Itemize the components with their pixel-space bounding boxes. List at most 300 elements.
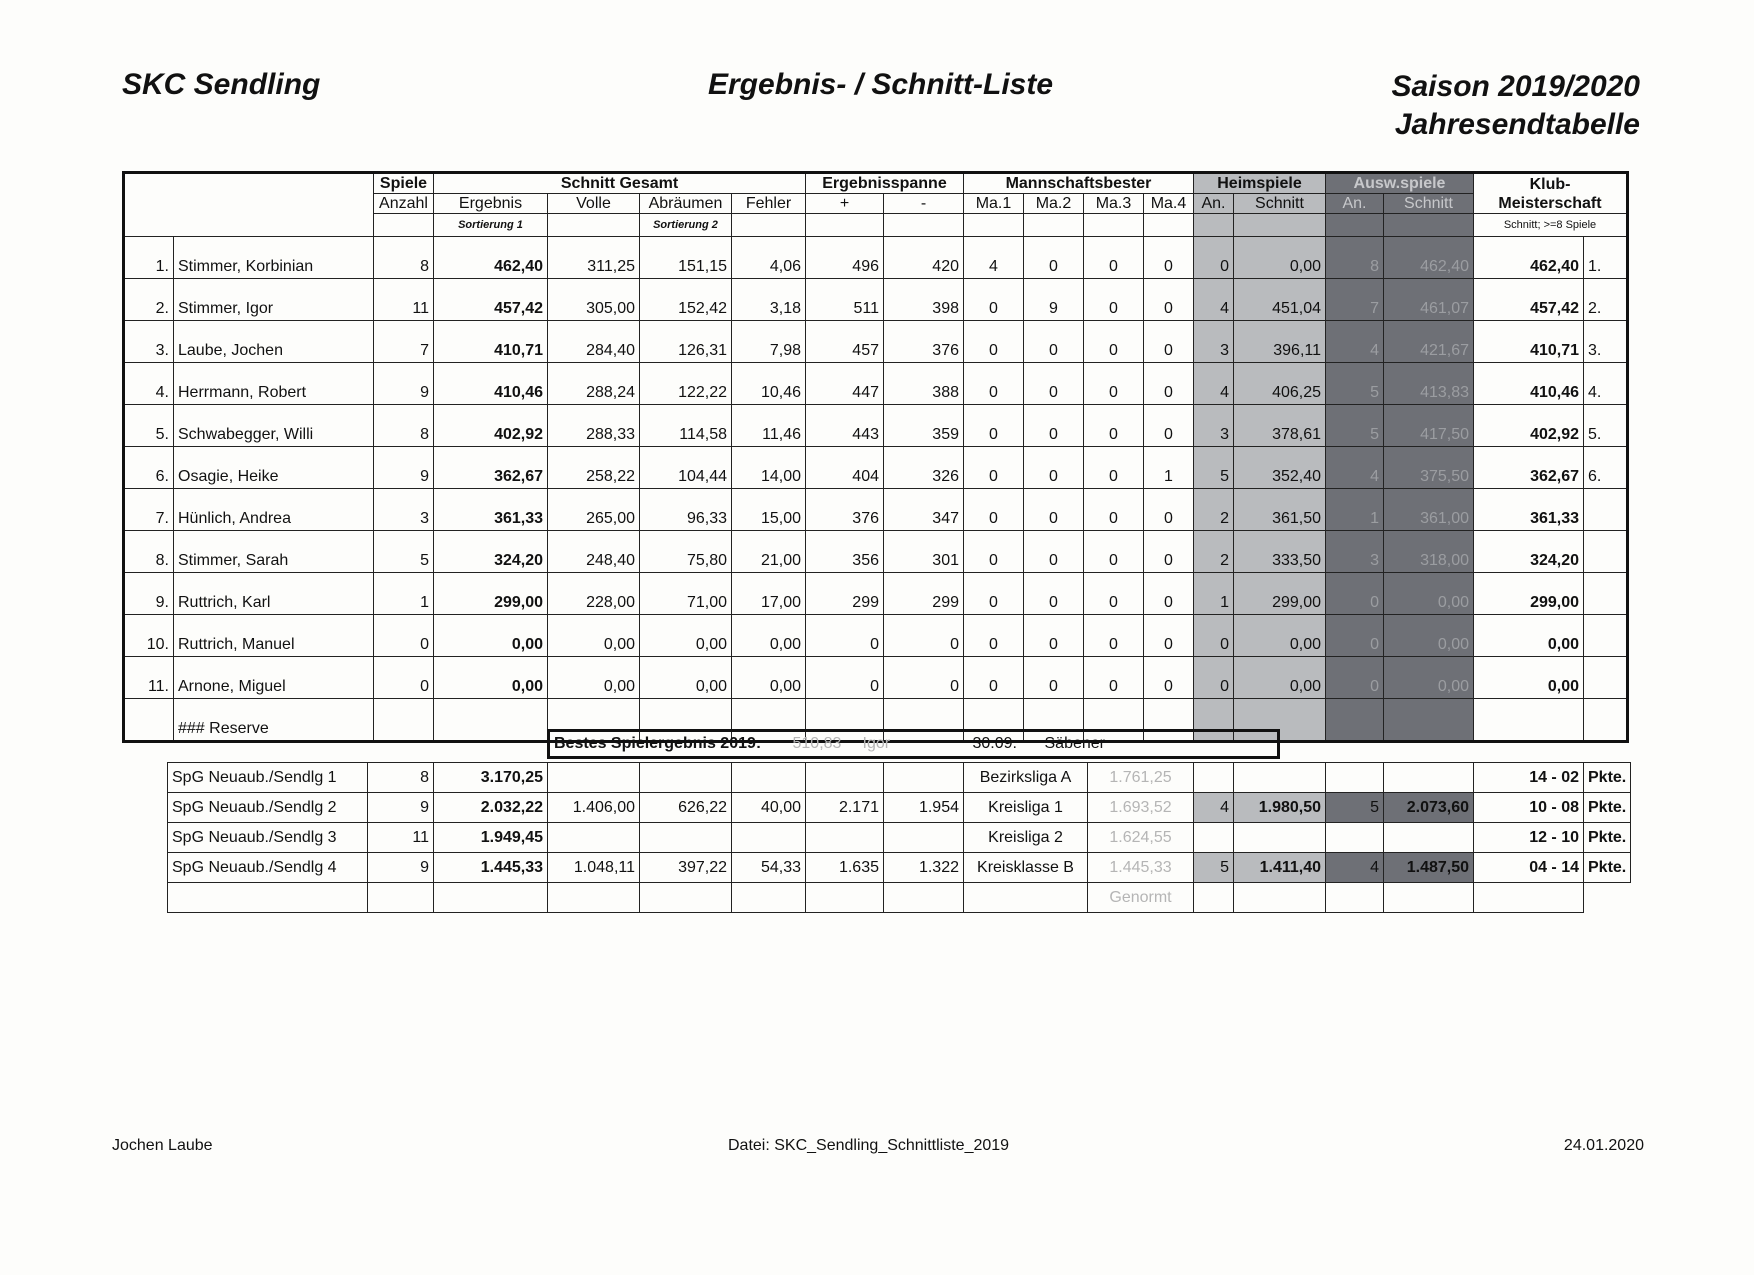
heim-schnitt-cell: 333,50	[1234, 531, 1326, 573]
volle-cell: 248,40	[548, 531, 640, 573]
volle-cell: 0,00	[548, 615, 640, 657]
ausw-schnitt-cell: 0,00	[1384, 573, 1474, 615]
spiele-cell: 8	[374, 405, 434, 447]
heim-an-cell: 2	[1194, 531, 1234, 573]
fehler-cell: 17,00	[732, 573, 806, 615]
team-plus	[806, 823, 884, 853]
team-heim-an: 5	[1194, 853, 1234, 883]
spiele-cell: 3	[374, 489, 434, 531]
ma3-cell: 0	[1084, 657, 1144, 699]
blank-cell	[1144, 214, 1194, 237]
ma1-cell: 0	[964, 447, 1024, 489]
heim-schnitt-cell: 406,25	[1234, 363, 1326, 405]
ma4-cell: 0	[1144, 657, 1194, 699]
klub-cell: 0,00	[1474, 615, 1584, 657]
col-ergebnis: Ergebnis	[434, 194, 548, 214]
team-name: SpG Neuaub./Sendlg 1	[168, 763, 368, 793]
plus-cell: 0	[806, 615, 884, 657]
heim-schnitt-cell: 361,50	[1234, 489, 1326, 531]
klub-rank-cell	[1584, 489, 1628, 531]
ma2-cell: 0	[1024, 489, 1084, 531]
ausw-an-cell: 3	[1326, 531, 1384, 573]
ma4-cell: 0	[1144, 489, 1194, 531]
team-ergebnis: 3.170,25	[434, 763, 548, 793]
rank-cell: 6.	[124, 447, 174, 489]
ergebnis-cell: 362,67	[434, 447, 548, 489]
ausw-schnitt-cell: 462,40	[1384, 237, 1474, 279]
team-abraeumen: 397,22	[640, 853, 732, 883]
heim-an-cell: 0	[1194, 657, 1234, 699]
team-abraeumen	[640, 823, 732, 853]
plus-cell: 443	[806, 405, 884, 447]
ma2-cell: 0	[1024, 447, 1084, 489]
ergebnis-cell: 410,46	[434, 363, 548, 405]
rank-cell: 7.	[124, 489, 174, 531]
footer-file: Datei: SKC_Sendling_Schnittliste_2019	[728, 1137, 1010, 1154]
team-liga: Kreisklasse B	[964, 853, 1088, 883]
ma1-cell: 0	[964, 279, 1024, 321]
team-fehler	[732, 763, 806, 793]
klub-line1: Klub-	[1529, 175, 1571, 193]
heim-schnitt-cell: 0,00	[1234, 657, 1326, 699]
ausw-an-cell: 5	[1326, 405, 1384, 447]
rank-cell: 10.	[124, 615, 174, 657]
player-name: ### Reserve	[174, 699, 374, 742]
fehler-cell: 4,06	[732, 237, 806, 279]
klub-cell: 462,40	[1474, 237, 1584, 279]
player-name: Laube, Jochen	[174, 321, 374, 363]
col-volle: Volle	[548, 194, 640, 214]
ma3-cell: 0	[1084, 531, 1144, 573]
klub-cell: 410,71	[1474, 321, 1584, 363]
footer-author: Jochen Laube	[112, 1137, 213, 1154]
team-norm: 1.761,25	[1088, 763, 1194, 793]
ma3-cell: 0	[1084, 447, 1144, 489]
team-volle	[548, 763, 640, 793]
rank-cell	[124, 699, 174, 742]
team-minus: 1.322	[884, 853, 964, 883]
team-ergebnis: 1.445,33	[434, 853, 548, 883]
team-fehler: 40,00	[732, 793, 806, 823]
player-row	[124, 615, 1628, 657]
blank-cell	[884, 883, 964, 913]
results-table	[122, 171, 1629, 743]
team-spiele: 8	[368, 763, 434, 793]
ma1-cell: 0	[964, 573, 1024, 615]
ausw-schnitt-cell: 361,00	[1384, 489, 1474, 531]
col-ausw-schnitt: Schnitt	[1384, 194, 1474, 214]
team-spiele: 11	[368, 823, 434, 853]
team-liga: Kreisliga 2	[964, 823, 1088, 853]
minus-cell: 376	[884, 321, 964, 363]
footer-date: 24.01.2020	[1563, 1137, 1644, 1154]
player-name: Stimmer, Sarah	[174, 531, 374, 573]
team-volle: 1.406,00	[548, 793, 640, 823]
col-ma2: Ma.2	[1024, 194, 1084, 214]
klub-rank-cell	[1584, 699, 1628, 742]
ausw-an-cell: 4	[1326, 447, 1384, 489]
ausw-an-cell: 0	[1326, 657, 1384, 699]
spiele-cell: 7	[374, 321, 434, 363]
plus-cell: 404	[806, 447, 884, 489]
heim-an-cell: 0	[1194, 237, 1234, 279]
col-ma1: Ma.1	[964, 194, 1024, 214]
ergebnis-cell: 462,40	[434, 237, 548, 279]
season-label: Saison 2019/2020	[1391, 70, 1640, 103]
ausw-an-cell: 5	[1326, 363, 1384, 405]
ma1-cell: 0	[964, 657, 1024, 699]
klub-rank-cell	[1584, 531, 1628, 573]
fehler-cell: 21,00	[732, 531, 806, 573]
klub-cell: 402,92	[1474, 405, 1584, 447]
ma3-cell: 0	[1084, 363, 1144, 405]
player-row	[124, 573, 1628, 615]
spiele-cell: 11	[374, 279, 434, 321]
heim-an-cell: 1	[1194, 573, 1234, 615]
ma3-cell: 0	[1084, 489, 1144, 531]
team-ausw-schnitt: 1.487,50	[1384, 853, 1474, 883]
heim-schnitt-cell: 378,61	[1234, 405, 1326, 447]
ma3-cell: 0	[1084, 405, 1144, 447]
ma4-cell: 0	[1144, 321, 1194, 363]
col-ma4: Ma.4	[1144, 194, 1194, 214]
blank-cell	[1234, 214, 1326, 237]
ergebnis-cell: 457,42	[434, 279, 548, 321]
minus-cell: 359	[884, 405, 964, 447]
team-ausw-an: 4	[1326, 853, 1384, 883]
klub-rank-cell: 1.	[1584, 237, 1628, 279]
team-spiele: 9	[368, 853, 434, 883]
team-name: SpG Neuaub./Sendlg 2	[168, 793, 368, 823]
col-ergebnisspanne: Ergebnisspanne	[806, 173, 964, 194]
team-points-label: Pkte.	[1584, 853, 1631, 883]
best-result-player: Igor	[862, 735, 891, 752]
team-norm: 1.624,55	[1088, 823, 1194, 853]
blank-cell	[1084, 214, 1144, 237]
team-volle: 1.048,11	[548, 853, 640, 883]
klub-cell: 0,00	[1474, 657, 1584, 699]
ma2-cell: 0	[1024, 405, 1084, 447]
blank-cell	[1234, 883, 1326, 913]
ma4-cell: 0	[1144, 531, 1194, 573]
spiele-cell: 9	[374, 363, 434, 405]
team-row	[168, 853, 1631, 883]
ma3-cell: 0	[1084, 615, 1144, 657]
minus-cell: 420	[884, 237, 964, 279]
blank-cell	[1194, 883, 1234, 913]
ergebnis-cell: 299,00	[434, 573, 548, 615]
col-heim-an: An.	[1194, 194, 1234, 214]
best-result-location: Säbener	[1044, 735, 1105, 752]
col-klub	[1474, 173, 1628, 214]
col-ausw-an: An.	[1326, 194, 1384, 214]
team-abraeumen	[640, 763, 732, 793]
team-points-label: Pkte.	[1584, 793, 1631, 823]
rank-cell: 3.	[124, 321, 174, 363]
ausw-an-cell: 0	[1326, 573, 1384, 615]
col-schnitt-gesamt: Schnitt Gesamt	[434, 173, 806, 194]
blank-cell	[964, 214, 1024, 237]
abraeumen-cell: 0,00	[640, 657, 732, 699]
ausw-an-cell: 8	[1326, 237, 1384, 279]
heim-schnitt-cell: 352,40	[1234, 447, 1326, 489]
heim-schnitt-cell: 0,00	[1234, 615, 1326, 657]
team-norm: 1.693,52	[1088, 793, 1194, 823]
minus-cell: 398	[884, 279, 964, 321]
blank-cell	[640, 883, 732, 913]
klub-cell: 324,20	[1474, 531, 1584, 573]
player-name: Ruttrich, Manuel	[174, 615, 374, 657]
klub-cell: 410,46	[1474, 363, 1584, 405]
page-title: Ergebnis- / Schnitt-Liste	[708, 68, 1054, 101]
ma2-cell: 0	[1024, 363, 1084, 405]
best-result-box	[547, 729, 1280, 759]
team-heim-schnitt: 1.980,50	[1234, 793, 1326, 823]
player-row	[124, 405, 1628, 447]
blank-cell	[434, 883, 548, 913]
heim-an-cell: 5	[1194, 447, 1234, 489]
col-anzahl: Anzahl	[374, 194, 434, 214]
plus-cell: 0	[806, 657, 884, 699]
ausw-an-cell	[1326, 699, 1384, 742]
minus-cell: 347	[884, 489, 964, 531]
minus-cell: 326	[884, 447, 964, 489]
best-result-label: Bestes Spielergebnis 2019:	[554, 735, 762, 752]
team-ergebnis: 2.032,22	[434, 793, 548, 823]
col-minus: -	[884, 194, 964, 214]
season-subtitle: Jahresendtabelle	[1394, 108, 1640, 141]
blank-cell	[1326, 883, 1384, 913]
volle-cell: 284,40	[548, 321, 640, 363]
ma4-cell: 0	[1144, 279, 1194, 321]
ma1-cell: 0	[964, 531, 1024, 573]
plus-cell: 299	[806, 573, 884, 615]
sortierung-2: Sortierung 2	[640, 214, 732, 237]
plus-cell: 511	[806, 279, 884, 321]
team-ausw-an	[1326, 823, 1384, 853]
col-plus: +	[806, 194, 884, 214]
fehler-cell: 11,46	[732, 405, 806, 447]
team-abraeumen: 626,22	[640, 793, 732, 823]
blank-cell	[964, 883, 1088, 913]
player-name: Arnone, Miguel	[174, 657, 374, 699]
fehler-cell: 14,00	[732, 447, 806, 489]
ergebnis-cell: 402,92	[434, 405, 548, 447]
ausw-schnitt-cell: 461,07	[1384, 279, 1474, 321]
blank-cell	[548, 883, 640, 913]
spiele-cell: 8	[374, 237, 434, 279]
ma1-cell: 0	[964, 363, 1024, 405]
blank-cell	[1384, 214, 1474, 237]
heim-an-cell: 3	[1194, 321, 1234, 363]
blank-header	[124, 173, 374, 237]
volle-cell: 305,00	[548, 279, 640, 321]
team-heim-schnitt	[1234, 823, 1326, 853]
team-ergebnis: 1.949,45	[434, 823, 548, 853]
season-block	[1391, 68, 1640, 144]
player-row	[124, 531, 1628, 573]
player-row	[124, 279, 1628, 321]
blank-cell	[806, 214, 884, 237]
team-name: SpG Neuaub./Sendlg 3	[168, 823, 368, 853]
plus-cell: 457	[806, 321, 884, 363]
team-spiele: 9	[368, 793, 434, 823]
col-fehler: Fehler	[732, 194, 806, 214]
team-heim-an	[1194, 823, 1234, 853]
klub-rank-cell	[1584, 573, 1628, 615]
klub-cell	[1474, 699, 1584, 742]
fehler-cell: 15,00	[732, 489, 806, 531]
blank-cell	[1194, 214, 1234, 237]
player-row	[124, 657, 1628, 699]
rank-cell: 2.	[124, 279, 174, 321]
rank-cell: 9.	[124, 573, 174, 615]
player-name: Stimmer, Igor	[174, 279, 374, 321]
team-points: 14 - 02	[1474, 763, 1584, 793]
player-row	[124, 363, 1628, 405]
spiele-cell: 1	[374, 573, 434, 615]
blank-cell	[368, 883, 434, 913]
abraeumen-cell: 75,80	[640, 531, 732, 573]
ergebnis-cell: 324,20	[434, 531, 548, 573]
minus-cell: 301	[884, 531, 964, 573]
best-result-value: 510,83	[792, 735, 842, 752]
abraeumen-cell: 114,58	[640, 405, 732, 447]
rank-cell: 11.	[124, 657, 174, 699]
volle-cell: 0,00	[548, 657, 640, 699]
abraeumen-cell: 151,15	[640, 237, 732, 279]
player-name: Herrmann, Robert	[174, 363, 374, 405]
klub-rank-cell: 4.	[1584, 363, 1628, 405]
ma2-cell: 0	[1024, 321, 1084, 363]
volle-cell: 258,22	[548, 447, 640, 489]
fehler-cell: 3,18	[732, 279, 806, 321]
fehler-cell: 0,00	[732, 657, 806, 699]
team-ausw-schnitt	[1384, 823, 1474, 853]
blank-cell	[732, 214, 806, 237]
ma2-cell: 9	[1024, 279, 1084, 321]
team-heim-an	[1194, 763, 1234, 793]
fehler-cell: 10,46	[732, 363, 806, 405]
klub-rank-cell: 6.	[1584, 447, 1628, 489]
ma1-cell: 0	[964, 489, 1024, 531]
ausw-schnitt-cell: 0,00	[1384, 657, 1474, 699]
col-mannschaftsbester: Mannschaftsbester	[964, 173, 1194, 194]
ma4-cell: 0	[1144, 237, 1194, 279]
plus-cell: 496	[806, 237, 884, 279]
team-minus	[884, 763, 964, 793]
plus-cell: 447	[806, 363, 884, 405]
player-name: Hünlich, Andrea	[174, 489, 374, 531]
spiele-cell: 5	[374, 531, 434, 573]
col-heimspiele: Heimspiele	[1194, 173, 1326, 194]
minus-cell: 0	[884, 657, 964, 699]
blank-cell	[1384, 883, 1474, 913]
heim-schnitt-cell: 396,11	[1234, 321, 1326, 363]
fehler-cell: 7,98	[732, 321, 806, 363]
ma2-cell: 0	[1024, 531, 1084, 573]
ausw-an-cell: 0	[1326, 615, 1384, 657]
sortierung-1: Sortierung 1	[434, 214, 548, 237]
klub-rank-cell	[1584, 615, 1628, 657]
team-name: SpG Neuaub./Sendlg 4	[168, 853, 368, 883]
volle-cell: 265,00	[548, 489, 640, 531]
heim-schnitt-cell: 299,00	[1234, 573, 1326, 615]
klub-cell: 457,42	[1474, 279, 1584, 321]
ausw-schnitt-cell	[1384, 699, 1474, 742]
team-norm: 1.445,33	[1088, 853, 1194, 883]
blank-cell	[884, 214, 964, 237]
col-abraeumen: Abräumen	[640, 194, 732, 214]
abraeumen-cell: 0,00	[640, 615, 732, 657]
ma2-cell: 0	[1024, 237, 1084, 279]
col-spiele: Spiele	[374, 173, 434, 194]
klub-rank-cell: 2.	[1584, 279, 1628, 321]
spiele-cell: 0	[374, 615, 434, 657]
minus-cell: 299	[884, 573, 964, 615]
team-ausw-schnitt	[1384, 763, 1474, 793]
ma3-cell: 0	[1084, 279, 1144, 321]
team-row	[168, 793, 1631, 823]
col-ma3: Ma.3	[1084, 194, 1144, 214]
player-name: Stimmer, Korbinian	[174, 237, 374, 279]
abraeumen-cell: 122,22	[640, 363, 732, 405]
ausw-schnitt-cell: 417,50	[1384, 405, 1474, 447]
player-name: Osagie, Heike	[174, 447, 374, 489]
abraeumen-cell: 96,33	[640, 489, 732, 531]
col-auswaertsspiele: Ausw.spiele	[1326, 173, 1474, 194]
player-row	[124, 321, 1628, 363]
header-row-1	[124, 173, 1628, 194]
klub-cell: 299,00	[1474, 573, 1584, 615]
spiele-cell: 0	[374, 657, 434, 699]
blank-cell	[1326, 214, 1384, 237]
heim-an-cell: 4	[1194, 363, 1234, 405]
ma4-cell: 0	[1144, 405, 1194, 447]
rank-cell: 8.	[124, 531, 174, 573]
ergebnis-cell: 0,00	[434, 657, 548, 699]
team-heim-schnitt: 1.411,40	[1234, 853, 1326, 883]
blank-cell	[806, 883, 884, 913]
ma2-cell: 0	[1024, 615, 1084, 657]
klub-cell: 361,33	[1474, 489, 1584, 531]
ma1-cell: 0	[964, 615, 1024, 657]
team-liga: Kreisliga 1	[964, 793, 1088, 823]
team-plus: 1.635	[806, 853, 884, 883]
col-heim-schnitt: Schnitt	[1234, 194, 1326, 214]
ma3-cell: 0	[1084, 237, 1144, 279]
rank-cell: 4.	[124, 363, 174, 405]
team-minus: 1.954	[884, 793, 964, 823]
best-result-row	[549, 731, 1279, 758]
blank-cell	[1024, 214, 1084, 237]
player-row	[124, 447, 1628, 489]
ausw-schnitt-cell: 0,00	[1384, 615, 1474, 657]
team-ausw-schnitt: 2.073,60	[1384, 793, 1474, 823]
team-points-label: Pkte.	[1584, 763, 1631, 793]
ma4-cell: 0	[1144, 363, 1194, 405]
spiele-cell	[374, 699, 434, 742]
abraeumen-cell: 71,00	[640, 573, 732, 615]
ma3-cell: 0	[1084, 573, 1144, 615]
ausw-an-cell: 1	[1326, 489, 1384, 531]
rank-cell: 5.	[124, 405, 174, 447]
plus-cell: 376	[806, 489, 884, 531]
best-result-date: 30.09.	[972, 735, 1017, 752]
team-points-label: Pkte.	[1584, 823, 1631, 853]
teams-table	[167, 762, 1631, 913]
genormt-label: Genormt	[1088, 883, 1194, 913]
